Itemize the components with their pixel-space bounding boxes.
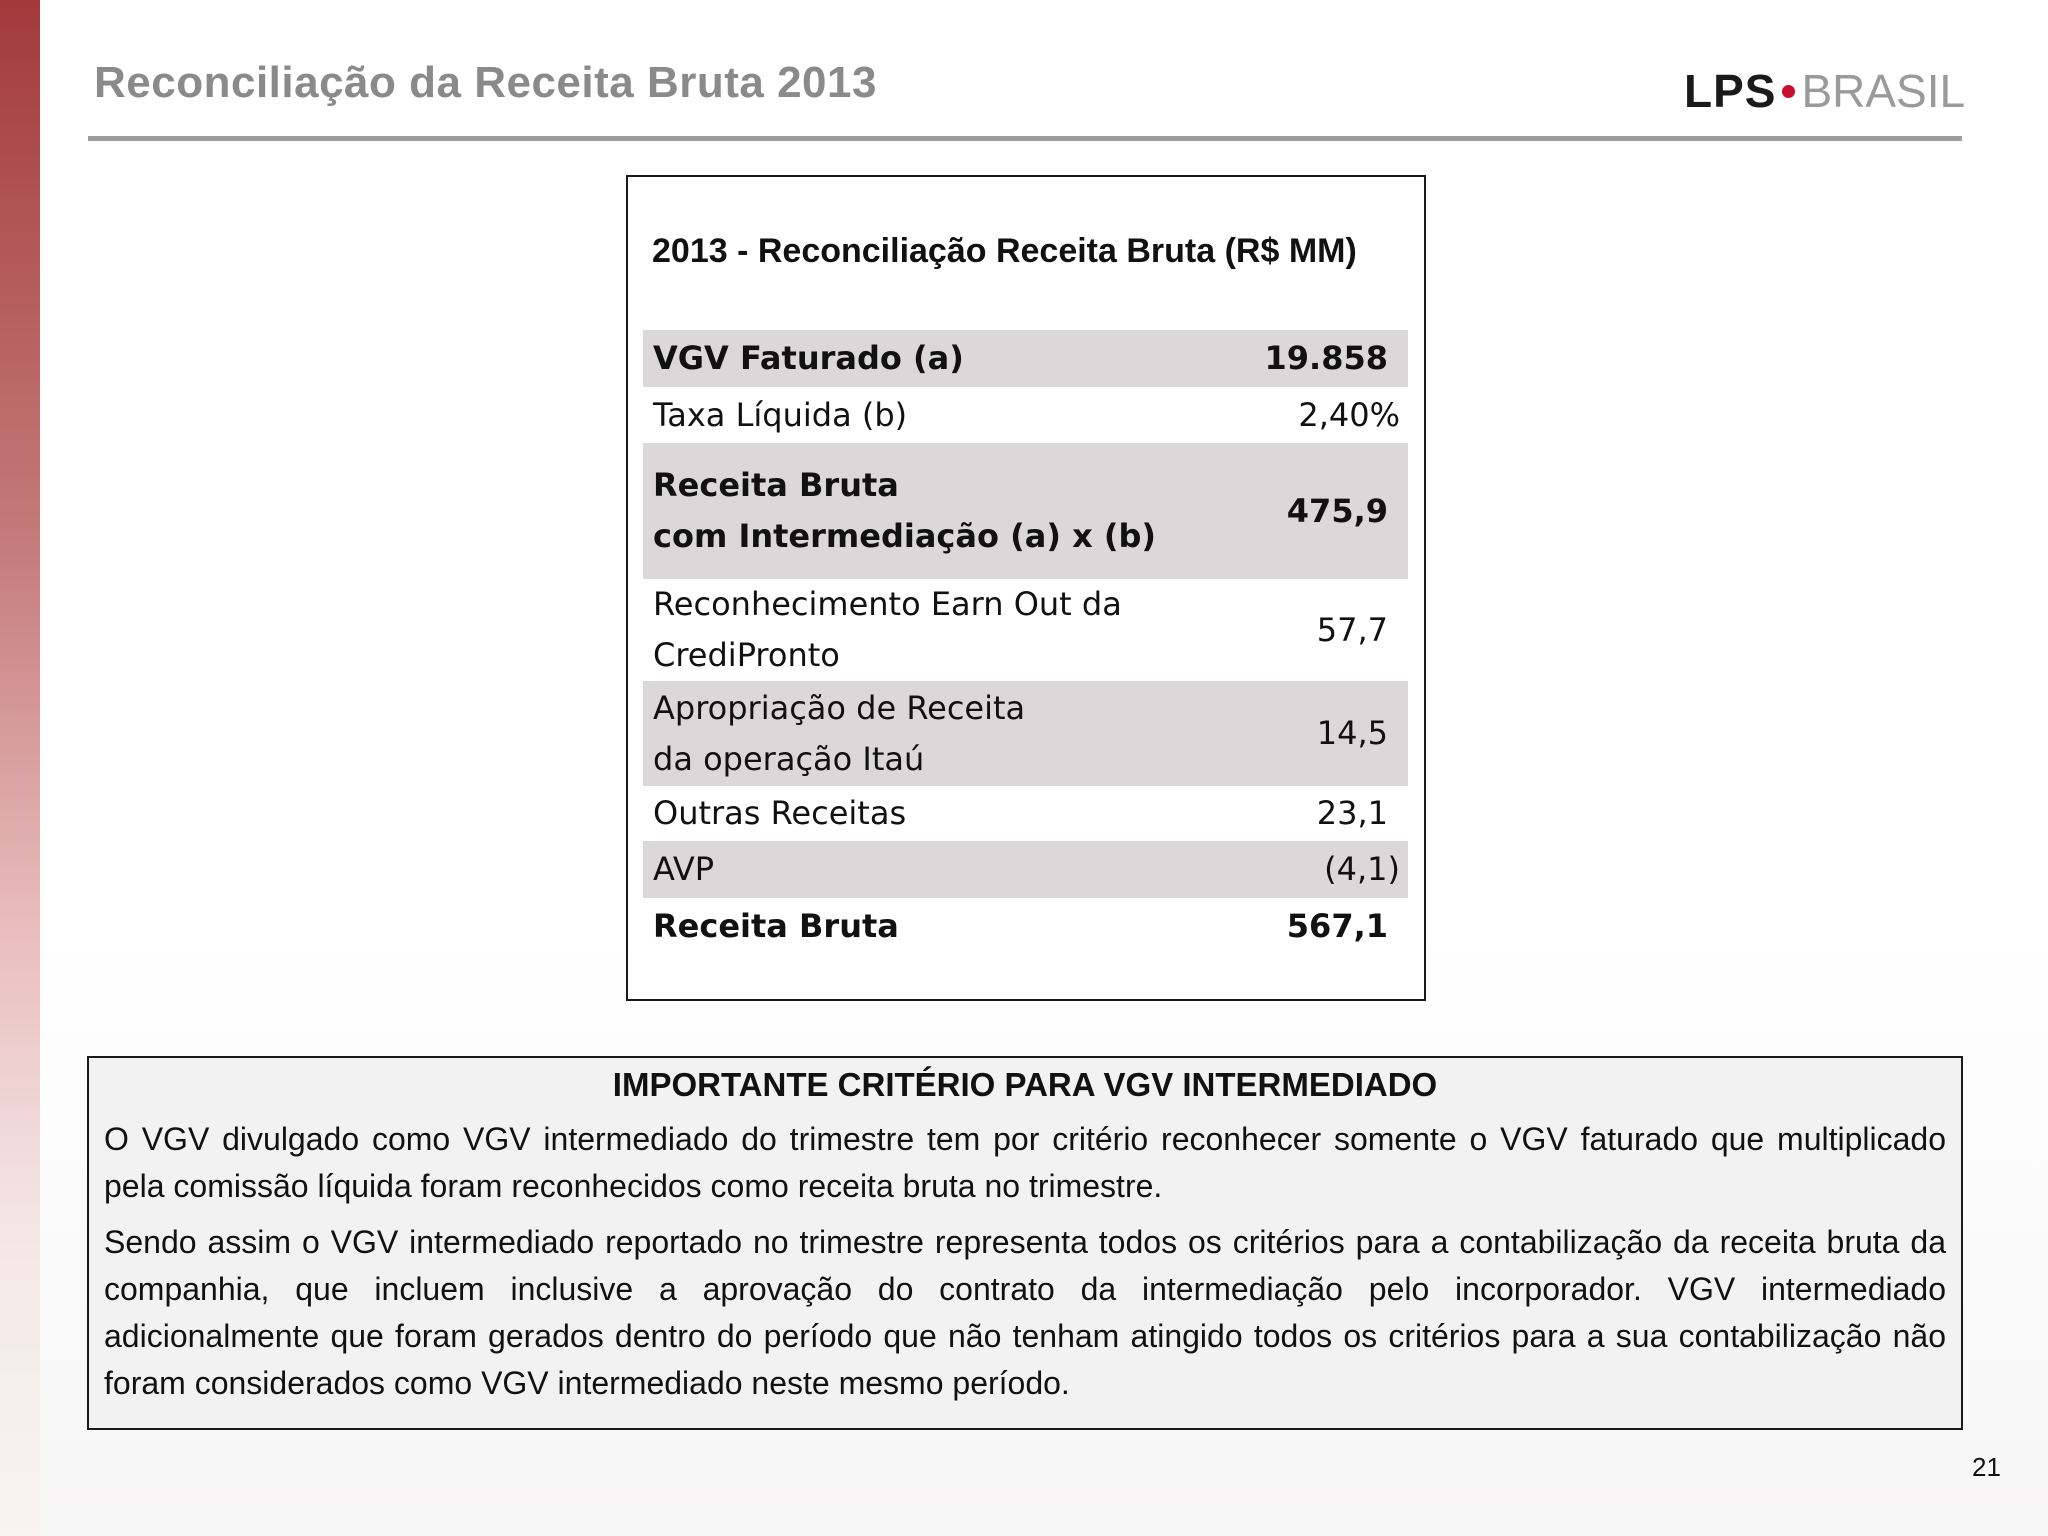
row-label: Taxa Líquida (b) <box>653 395 908 434</box>
row-value: 57,7 <box>1316 610 1388 649</box>
table-row-earn-out <box>643 579 1408 681</box>
table-row-outras-receitas <box>643 786 1408 841</box>
table-row-vgv-faturado <box>643 330 1408 387</box>
row-value: 567,1 <box>1286 907 1388 945</box>
row-label: Outras Receitas <box>653 794 907 832</box>
row-label: VGV Faturado (a) <box>643 330 1234 387</box>
reconciliation-table-box <box>626 175 1426 1001</box>
note-paragraph-1: O VGV divulgado como VGV intermediado do trimestre tem por critério reconhecer somente o VGV faturado que multiplicado pela comissão líquida foram reconhecidos como receita bruta no trimestre. <box>104 1121 1946 1204</box>
row-value: 19.858 <box>1234 330 1408 387</box>
row-label: Reconhecimento Earn Out da CrediPronto <box>653 585 1122 674</box>
criteria-note-box <box>87 1056 1963 1430</box>
table-row-avp <box>643 841 1408 898</box>
table-row-receita-intermediacao <box>643 443 1408 579</box>
left-accent-band <box>0 0 40 1536</box>
logo-secondary-text: BRASIL <box>1801 65 1966 117</box>
row-label: Receita Bruta com Intermediação (a) x (b) <box>643 443 1234 579</box>
table-row-taxa-liquida <box>643 387 1408 443</box>
row-label: AVP <box>643 841 1234 898</box>
table-row-receita-bruta-total <box>643 898 1408 955</box>
row-value: 23,1 <box>1316 794 1388 832</box>
logo-dot-icon <box>1782 85 1795 98</box>
page-title: Reconciliação da Receita Bruta 2013 <box>94 58 877 107</box>
title-divider <box>88 136 1962 141</box>
table-title: 2013 - Reconciliação Receita Bruta (R$ MM) <box>652 232 1357 270</box>
note-paragraph-2: Sendo assim o VGV intermediado reportado no trimestre representa todos os critérios para a contabilização da receita bruta da companhia, que incluem inclusive a aprovação do contrato da intermediação pelo incorporador. VGV intermediado adicionalmente que foram gerados dentro do período que não tenham atingido todos os critérios para a sua contabilização não foram considerados como VGV intermediado neste mesmo período. <box>104 1224 1946 1401</box>
reconciliation-table <box>643 330 1408 955</box>
note-heading: IMPORTANTE CRITÉRIO PARA VGV INTERMEDIADO <box>612 1066 1438 1103</box>
row-value: 14,5 <box>1234 681 1408 786</box>
row-label: Receita Bruta <box>653 907 899 945</box>
row-value: 2,40% <box>1298 395 1400 434</box>
company-logo <box>1684 66 1965 116</box>
page-number: 21 <box>1972 1452 2001 1482</box>
table-row-apropriacao-itau <box>643 681 1408 786</box>
logo-primary-text: LPS <box>1684 65 1777 117</box>
row-value: 475,9 <box>1234 443 1408 579</box>
row-label: Apropriação de Receita da operação Itaú <box>643 681 1234 786</box>
row-value: (4,1) <box>1234 841 1408 898</box>
